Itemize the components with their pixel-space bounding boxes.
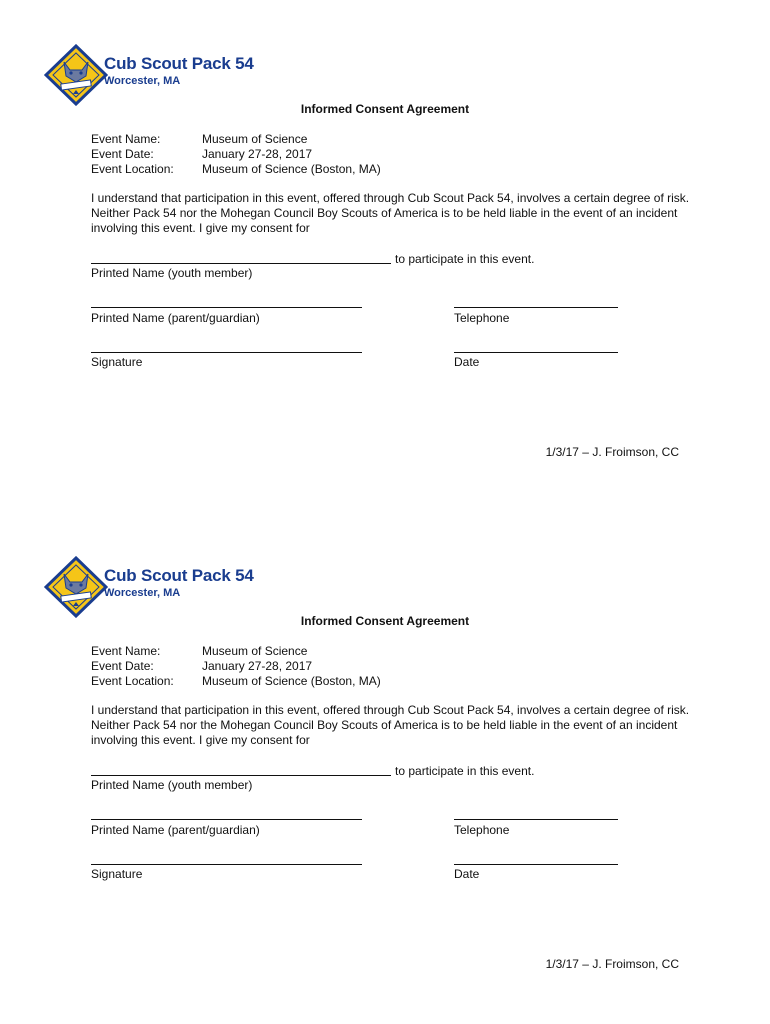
brand-subtitle: Worcester, MA xyxy=(104,587,181,599)
footer-note: 1/3/17 – J. Froimson, CC xyxy=(545,445,679,459)
event-date-value: January 27-28, 2017 xyxy=(202,659,313,673)
parent-name-label: Printed Name (parent/guardian) xyxy=(91,311,260,325)
youth-name-line[interactable] xyxy=(91,775,391,776)
date-line[interactable] xyxy=(454,864,618,865)
participate-text: to participate in this event. xyxy=(395,764,535,778)
signature-line[interactable] xyxy=(91,864,362,865)
signature-label: Signature xyxy=(91,867,143,881)
participate-text: to participate in this event. xyxy=(395,252,535,266)
brand-subtitle: Worcester, MA xyxy=(104,75,181,87)
youth-name-label: Printed Name (youth member) xyxy=(91,266,253,280)
event-name-value: Museum of Science xyxy=(202,132,308,146)
document-title: Informed Consent Agreement xyxy=(300,102,470,116)
footer-note: 1/3/17 – J. Froimson, CC xyxy=(545,957,679,971)
parent-name-line[interactable] xyxy=(91,307,362,308)
signature-label: Signature xyxy=(91,355,143,369)
event-name-label: Event Name: xyxy=(91,132,161,146)
brand-title: Cub Scout Pack 54 xyxy=(104,54,254,73)
event-location-value: Museum of Science (Boston, MA) xyxy=(202,162,381,176)
telephone-line[interactable] xyxy=(454,307,618,308)
cub-scout-emblem-icon xyxy=(44,556,108,618)
event-location-label: Event Location: xyxy=(91,162,174,176)
telephone-label: Telephone xyxy=(454,823,510,837)
date-line[interactable] xyxy=(454,352,618,353)
brand-title: Cub Scout Pack 54 xyxy=(104,566,254,585)
date-label: Date xyxy=(454,867,480,881)
parent-name-label: Printed Name (parent/guardian) xyxy=(91,823,260,837)
cub-scout-emblem-icon xyxy=(44,44,108,106)
youth-name-line[interactable] xyxy=(91,263,391,264)
consent-paragraph: I understand that participation in this event, offered through Cub Scout Pack 54, involves a certain degree of risk. Neither Pack 54 nor the Mohegan Council Boy Scouts of America is to be held liable in the event of an incident involving this event. I give my consent for xyxy=(91,703,690,747)
document-title: Informed Consent Agreement xyxy=(300,614,470,628)
event-location-value: Museum of Science (Boston, MA) xyxy=(202,674,381,688)
consent-form-bottom xyxy=(0,512,770,1024)
event-date-label: Event Date: xyxy=(91,659,154,673)
signature-line[interactable] xyxy=(91,352,362,353)
telephone-label: Telephone xyxy=(454,311,510,325)
date-label: Date xyxy=(454,355,480,369)
telephone-line[interactable] xyxy=(454,819,618,820)
event-name-value: Museum of Science xyxy=(202,644,308,658)
event-date-value: January 27-28, 2017 xyxy=(202,147,313,161)
event-name-label: Event Name: xyxy=(91,644,161,658)
youth-name-label: Printed Name (youth member) xyxy=(91,778,253,792)
parent-name-line[interactable] xyxy=(91,819,362,820)
event-location-label: Event Location: xyxy=(91,674,174,688)
event-date-label: Event Date: xyxy=(91,147,154,161)
consent-paragraph: I understand that participation in this event, offered through Cub Scout Pack 54, involves a certain degree of risk. Neither Pack 54 nor the Mohegan Council Boy Scouts of America is to be held liable in the event of an incident involving this event. I give my consent for xyxy=(91,191,690,235)
